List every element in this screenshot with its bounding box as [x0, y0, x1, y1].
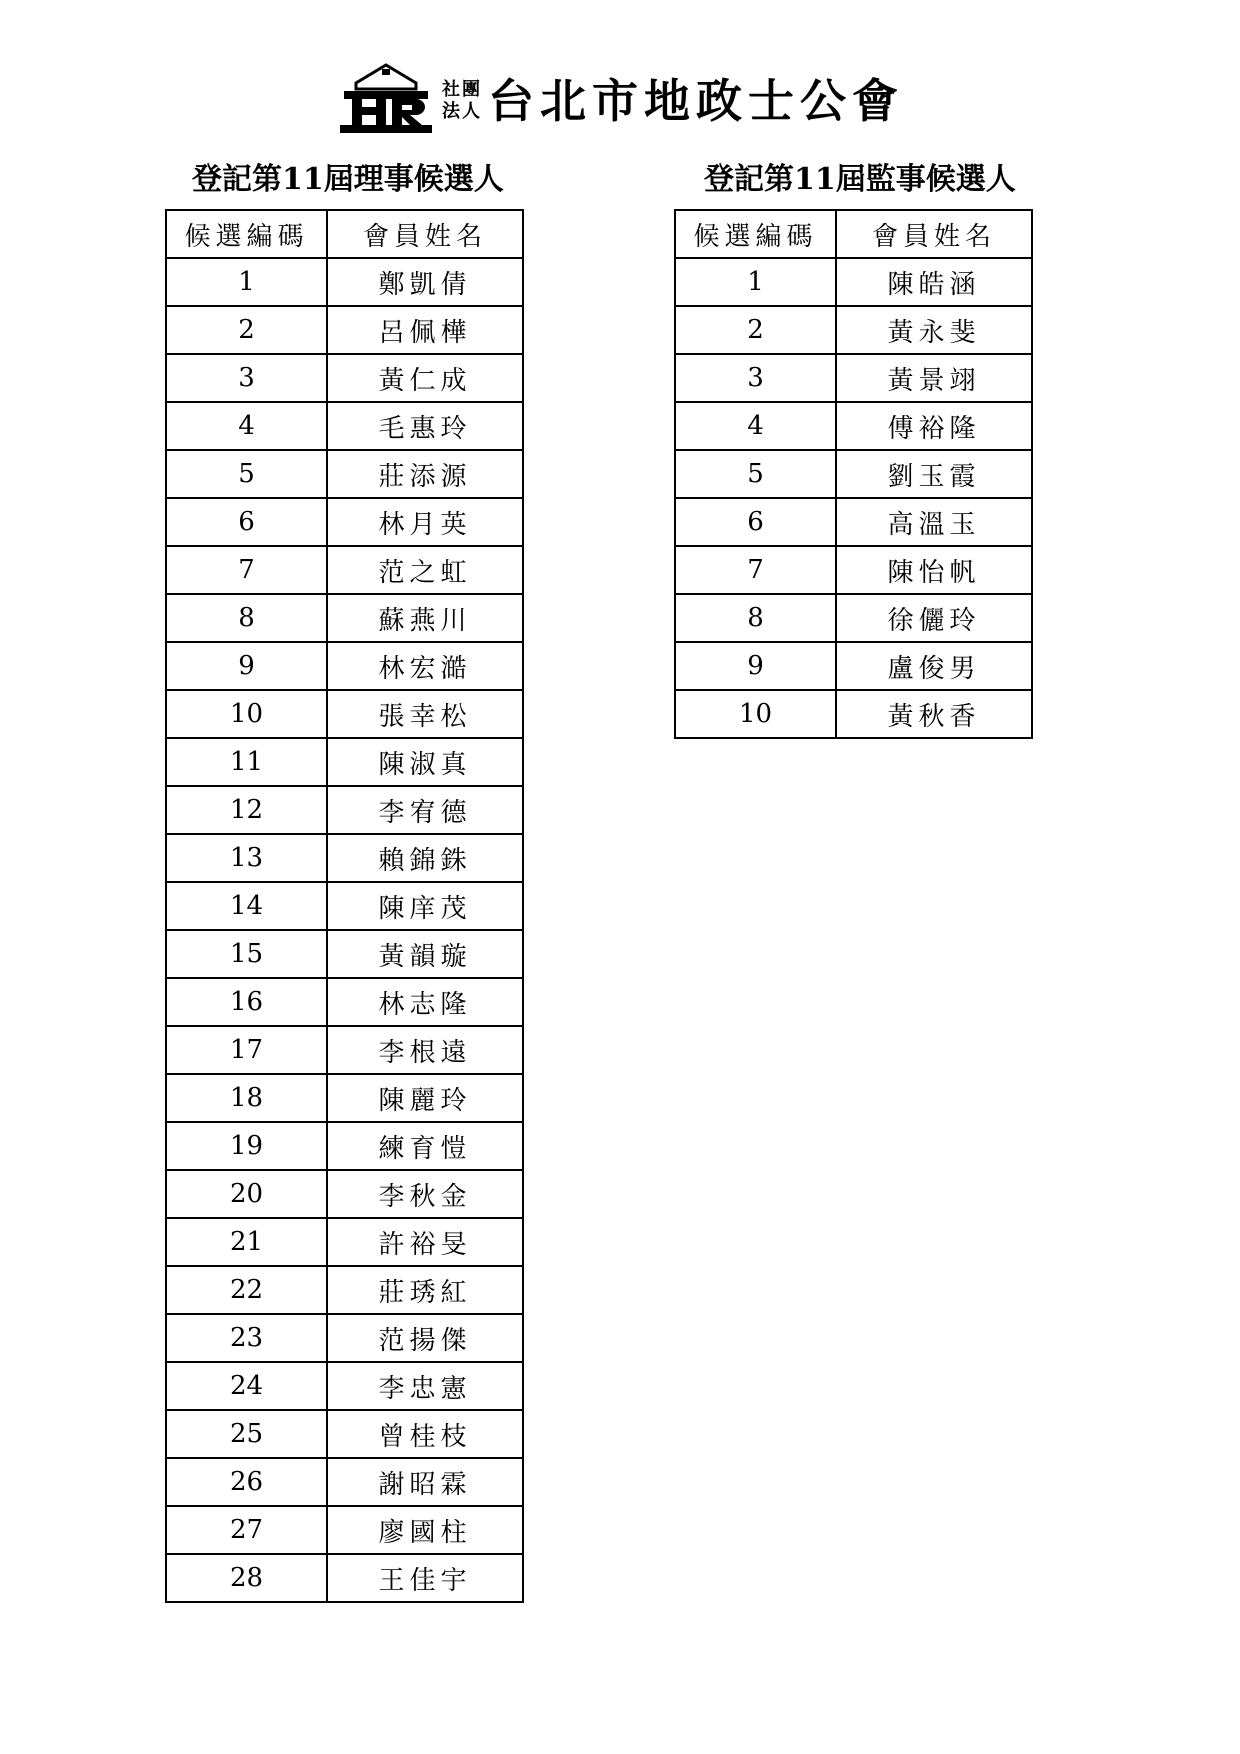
table-row — [166, 1458, 523, 1506]
table-row — [166, 306, 523, 354]
candidate-number: 23 — [166, 1314, 327, 1362]
table-row — [166, 1266, 523, 1314]
table-row — [166, 450, 523, 498]
candidate-number: 2 — [166, 306, 327, 354]
org-type-line2: 法人 — [442, 101, 482, 122]
org-name: 台北市地政士公會 — [488, 74, 904, 128]
member-name: 黃秋香 — [836, 690, 1032, 738]
candidate-number: 8 — [166, 594, 327, 642]
column-header-number: 候選編碼 — [675, 210, 836, 258]
candidate-number: 27 — [166, 1506, 327, 1554]
column-header-name: 會員姓名 — [327, 210, 523, 258]
table-row — [166, 354, 523, 402]
candidate-number: 6 — [166, 498, 327, 546]
member-name: 范揚傑 — [327, 1314, 523, 1362]
table-row — [166, 882, 523, 930]
candidate-number: 25 — [166, 1410, 327, 1458]
candidate-number: 13 — [166, 834, 327, 882]
table-row — [675, 594, 1032, 642]
member-name: 呂佩樺 — [327, 306, 523, 354]
candidate-number: 22 — [166, 1266, 327, 1314]
candidate-number: 14 — [166, 882, 327, 930]
candidate-number: 6 — [675, 498, 836, 546]
table-row — [166, 1314, 523, 1362]
member-name: 范之虹 — [327, 546, 523, 594]
table-row — [166, 786, 523, 834]
candidate-number: 28 — [166, 1554, 327, 1602]
member-name: 張幸松 — [327, 690, 523, 738]
candidate-number: 4 — [675, 402, 836, 450]
candidate-number: 15 — [166, 930, 327, 978]
table-row — [675, 690, 1032, 738]
table-row — [166, 738, 523, 786]
member-name: 陳庠茂 — [327, 882, 523, 930]
candidate-number: 24 — [166, 1362, 327, 1410]
supervisors-table — [674, 209, 1033, 739]
association-logo-icon — [338, 63, 434, 139]
table-row — [166, 594, 523, 642]
candidate-number: 20 — [166, 1170, 327, 1218]
table-row — [166, 258, 523, 306]
supervisors-title: 登記第11屆監事候選人 — [704, 162, 1016, 197]
candidate-number: 9 — [675, 642, 836, 690]
table-row — [166, 1506, 523, 1554]
candidate-number: 5 — [675, 450, 836, 498]
table-header-row — [166, 210, 523, 258]
member-name: 陳皓涵 — [836, 258, 1032, 306]
member-name: 李秋金 — [327, 1170, 523, 1218]
member-name: 曾桂枝 — [327, 1410, 523, 1458]
table-row — [675, 258, 1032, 306]
column-header-name: 會員姓名 — [836, 210, 1032, 258]
candidate-number: 21 — [166, 1218, 327, 1266]
member-name: 高溫玉 — [836, 498, 1032, 546]
table-row — [675, 354, 1032, 402]
org-type-label — [442, 79, 482, 123]
member-name: 廖國柱 — [327, 1506, 523, 1554]
member-name: 林志隆 — [327, 978, 523, 1026]
member-name: 盧俊男 — [836, 642, 1032, 690]
member-name: 劉玉霞 — [836, 450, 1032, 498]
table-row — [166, 930, 523, 978]
candidate-number: 1 — [166, 258, 327, 306]
member-name: 林月英 — [327, 498, 523, 546]
directors-title: 登記第11屆理事候選人 — [192, 162, 504, 197]
table-row — [166, 1122, 523, 1170]
candidate-number: 19 — [166, 1122, 327, 1170]
supervisors-table-body — [675, 258, 1032, 738]
table-row — [166, 1362, 523, 1410]
table-row — [166, 1410, 523, 1458]
member-name: 黃永斐 — [836, 306, 1032, 354]
member-name: 陳麗玲 — [327, 1074, 523, 1122]
member-name: 王佳宇 — [327, 1554, 523, 1602]
member-name: 練育愷 — [327, 1122, 523, 1170]
table-row — [166, 1026, 523, 1074]
table-row — [675, 402, 1032, 450]
member-name: 莊添源 — [327, 450, 523, 498]
page-header — [338, 62, 904, 140]
member-name: 李宥德 — [327, 786, 523, 834]
table-row — [166, 978, 523, 1026]
table-row — [166, 1218, 523, 1266]
candidate-number: 3 — [675, 354, 836, 402]
member-name: 蘇燕川 — [327, 594, 523, 642]
member-name: 許裕旻 — [327, 1218, 523, 1266]
table-row — [166, 1554, 523, 1602]
table-row — [166, 402, 523, 450]
candidate-number: 5 — [166, 450, 327, 498]
table-row — [675, 546, 1032, 594]
directors-table-body — [166, 258, 523, 1602]
candidate-number: 7 — [675, 546, 836, 594]
candidate-number: 18 — [166, 1074, 327, 1122]
table-row — [166, 546, 523, 594]
table-row — [166, 498, 523, 546]
candidate-number: 12 — [166, 786, 327, 834]
member-name: 黃韻璇 — [327, 930, 523, 978]
member-name: 鄭凱倩 — [327, 258, 523, 306]
candidate-number: 7 — [166, 546, 327, 594]
candidate-number: 17 — [166, 1026, 327, 1074]
candidate-number: 11 — [166, 738, 327, 786]
table-row — [675, 642, 1032, 690]
candidate-number: 9 — [166, 642, 327, 690]
candidate-number: 10 — [675, 690, 836, 738]
candidate-number: 4 — [166, 402, 327, 450]
table-header-row — [675, 210, 1032, 258]
table-row — [675, 306, 1032, 354]
member-name: 黃仁成 — [327, 354, 523, 402]
candidate-number: 1 — [675, 258, 836, 306]
table-row — [166, 690, 523, 738]
member-name: 徐儷玲 — [836, 594, 1032, 642]
table-row — [166, 1074, 523, 1122]
table-row — [166, 1170, 523, 1218]
member-name: 賴錦銖 — [327, 834, 523, 882]
candidate-number: 8 — [675, 594, 836, 642]
member-name: 莊琇紅 — [327, 1266, 523, 1314]
candidate-number: 3 — [166, 354, 327, 402]
candidate-number: 10 — [166, 690, 327, 738]
member-name: 林宏澔 — [327, 642, 523, 690]
table-row — [675, 498, 1032, 546]
member-name: 毛惠玲 — [327, 402, 523, 450]
candidate-number: 26 — [166, 1458, 327, 1506]
table-row — [166, 642, 523, 690]
table-row — [166, 834, 523, 882]
candidate-number: 16 — [166, 978, 327, 1026]
column-header-number: 候選編碼 — [166, 210, 327, 258]
member-name: 李根遠 — [327, 1026, 523, 1074]
member-name: 李忠憲 — [327, 1362, 523, 1410]
table-row — [675, 450, 1032, 498]
candidate-number: 2 — [675, 306, 836, 354]
member-name: 陳淑真 — [327, 738, 523, 786]
member-name: 陳怡帆 — [836, 546, 1032, 594]
member-name: 傅裕隆 — [836, 402, 1032, 450]
org-type-line1: 社團 — [442, 79, 482, 100]
member-name: 謝昭霖 — [327, 1458, 523, 1506]
directors-table — [165, 209, 524, 1603]
member-name: 黃景翊 — [836, 354, 1032, 402]
